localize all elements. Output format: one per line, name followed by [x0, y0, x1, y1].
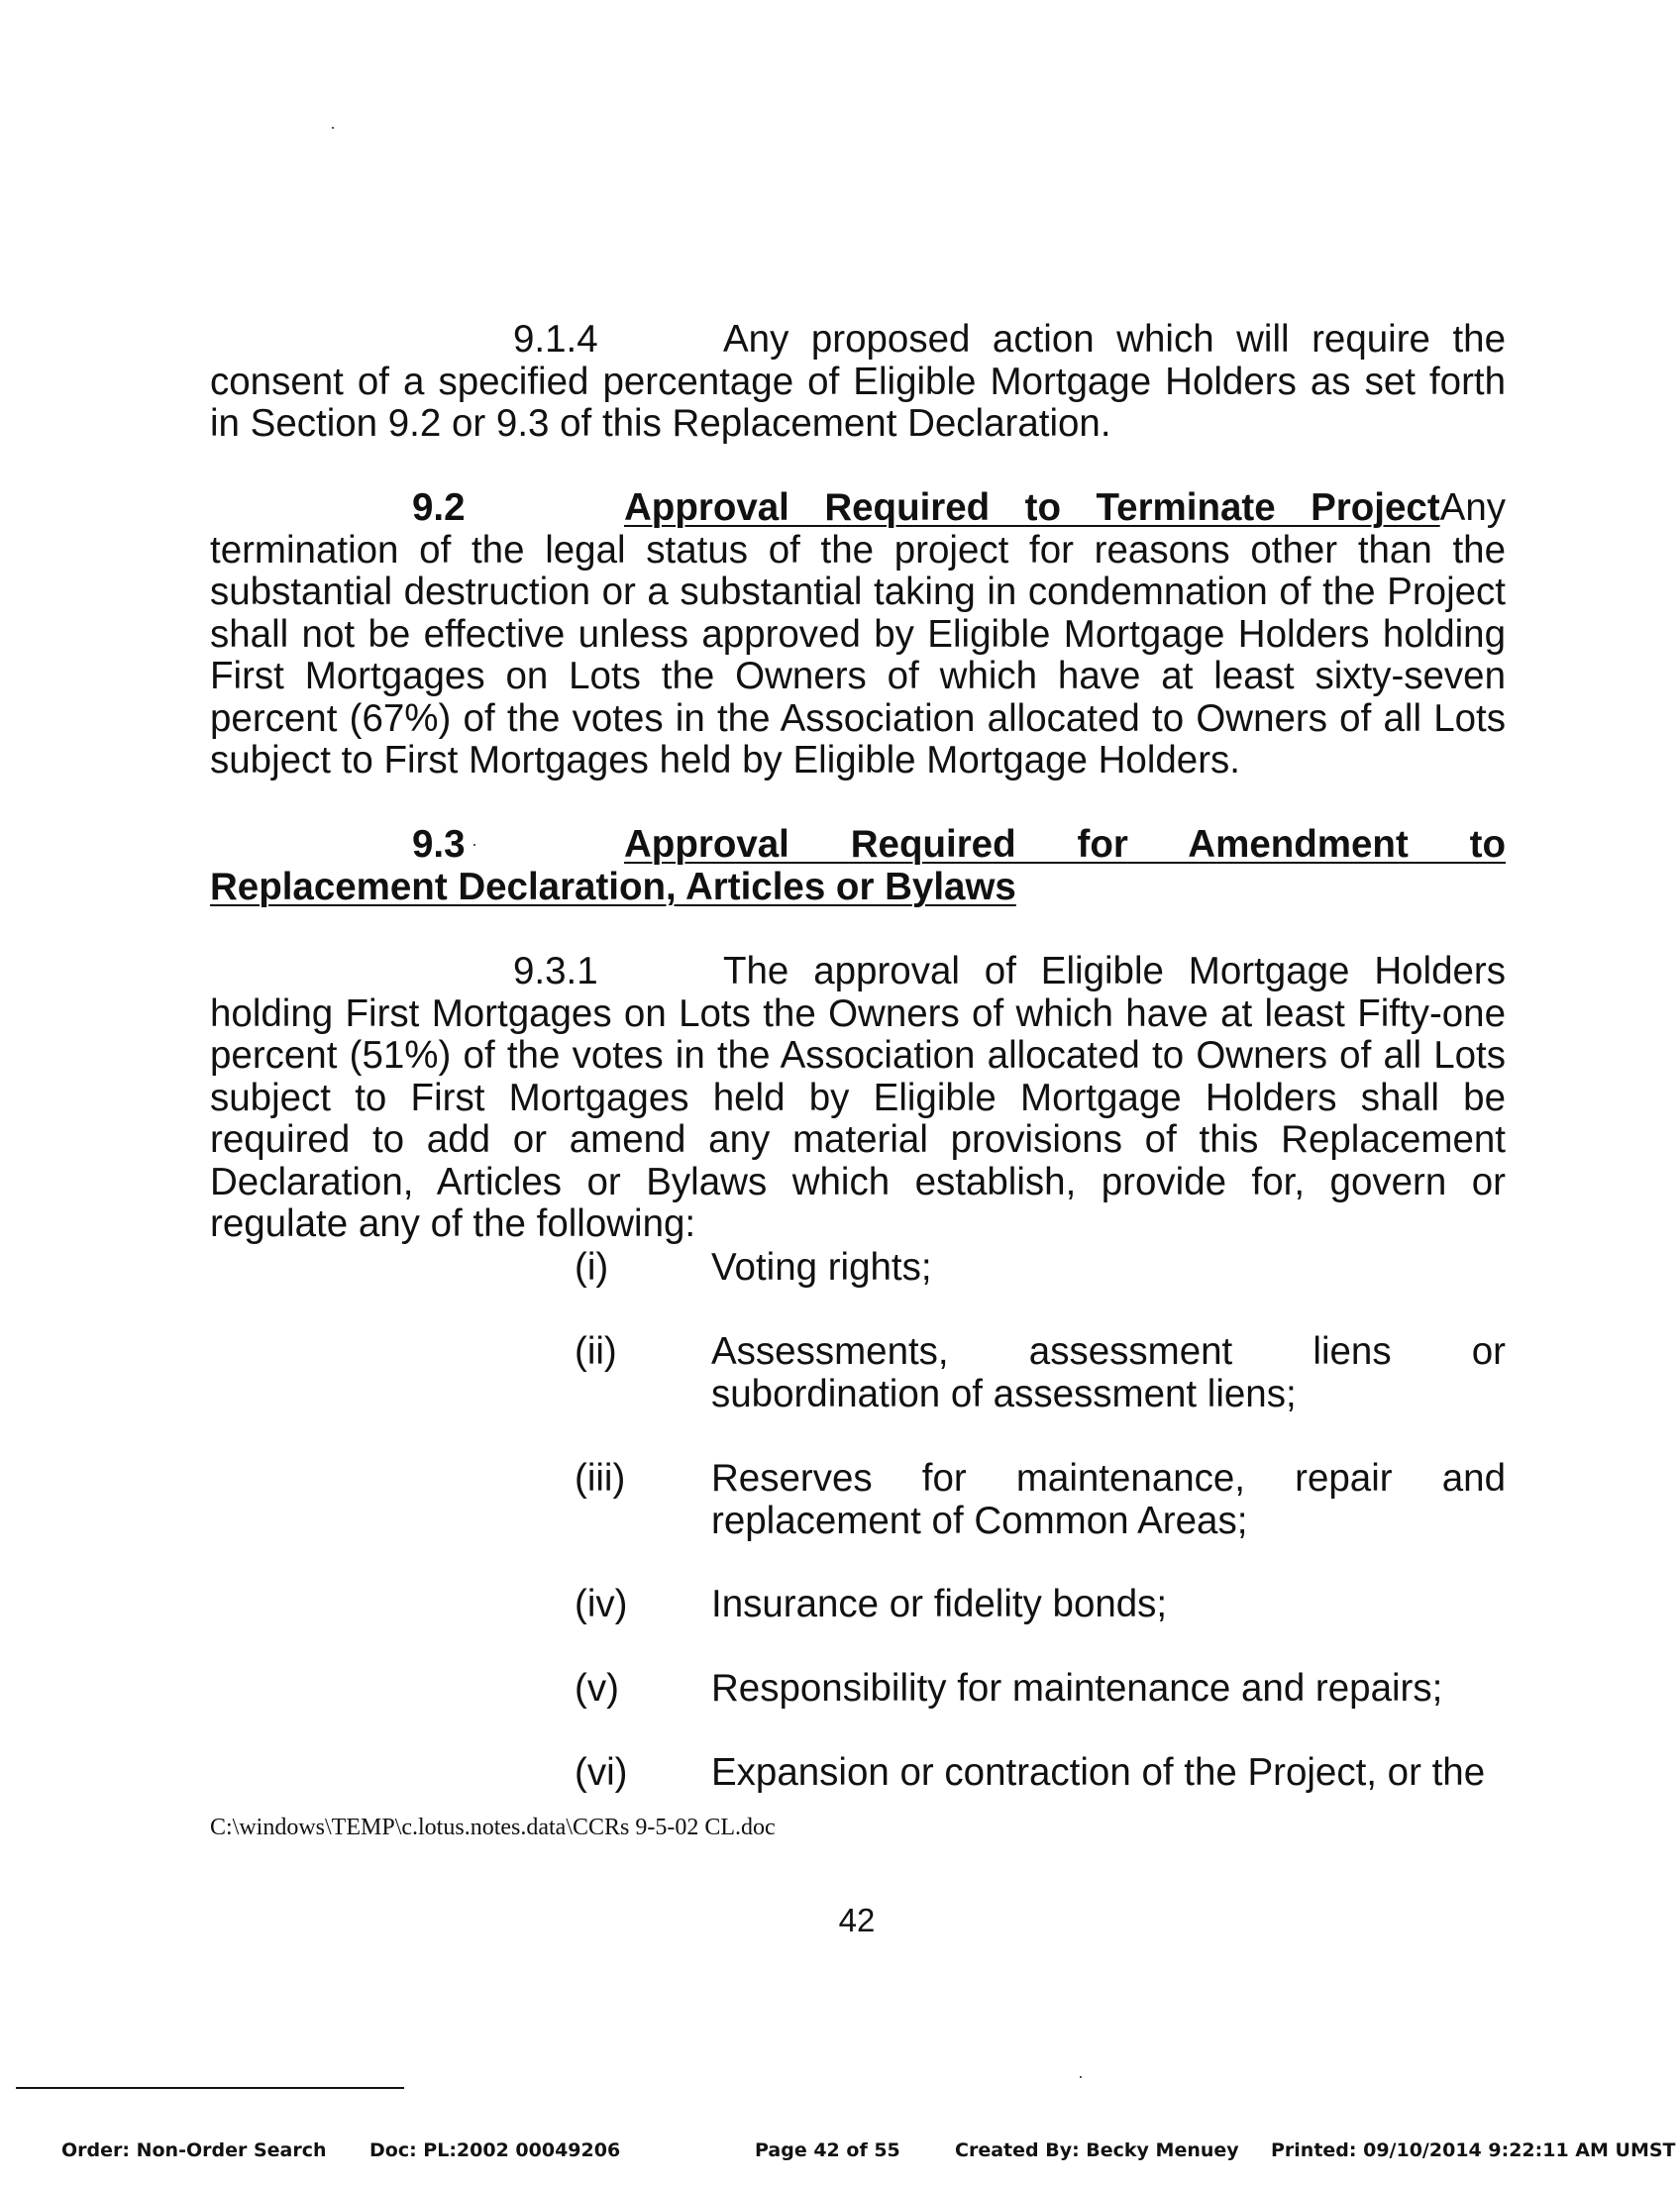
- list-item: [575, 1331, 1506, 1415]
- list-marker: (vi): [575, 1751, 628, 1794]
- section-number: 9.2: [412, 486, 466, 529]
- section-9-2: [210, 487, 1506, 782]
- list-marker: (iii): [575, 1457, 626, 1500]
- section-9-3-heading-line2: Replacement Declaration, Articles or Bylaws: [210, 865, 1016, 908]
- section-text: Any: [1439, 486, 1506, 529]
- scan-speck: [1080, 2076, 1082, 2078]
- scan-speck: [332, 127, 334, 129]
- section-heading: Approval Required for Amendment to: [624, 823, 1506, 866]
- section-9-3-1-first-line: [210, 951, 1506, 993]
- section-9-2-first-line: [210, 487, 1506, 530]
- footer-doc-number: Doc: PL:2002 00049206: [369, 2139, 621, 2161]
- section-9-1-4-body: consent of a specified percentage of Eligible Mortgage Holders as set forth in Section 9.2 or 9.3 of this Replacement Declaration.: [210, 360, 1506, 445]
- list-item-text-line2: replacement of Common Areas;: [711, 1499, 1248, 1542]
- section-9-3-1-last-line: regulate any of the following:: [210, 1202, 696, 1245]
- section-9-3: [210, 824, 1506, 908]
- section-9-2-body: termination of the legal status of the project for reasons other than the substantial destruction or a substantial taking in condemnation of the Project shall not be effective unless approved by Eligible Mortgage Holders holding First Mortgages on Lots the Owners of which have at least sixty-seven percent (67%) of the votes in the Association allocated to Owners of all Lots subject to First Mortgages held by Eligible Mortgage Holders.: [210, 528, 1506, 781]
- section-number: 9.3.1: [513, 950, 598, 992]
- page-number: 42: [838, 1902, 876, 1938]
- section-text: Any proposed action which will require the: [723, 318, 1506, 361]
- footer-created-by: Created By: Becky Menuey: [955, 2139, 1239, 2161]
- list-marker: (ii): [575, 1330, 617, 1373]
- footer-printed: Printed: 09/10/2014 9:22:11 AM UMST: [1271, 2139, 1676, 2161]
- section-9-3-1-body: holding First Mortgages on Lots the Owners of which have at least Fifty-one percent (51%) of the votes in the Association allocated to Owners of all Lots subject to First Mortgages held by Eligible Mortgage Holders shall be required to add or amend any material provisions of this Replacement Declaration, Articles or Bylaws which establish, provide for, govern or: [210, 991, 1506, 1203]
- list-item-text: Expansion or contraction of the Project, or the: [711, 1751, 1486, 1794]
- list-item-text: Responsibility for maintenance and repairs;: [711, 1667, 1443, 1710]
- section-9-3-heading-line1: [210, 824, 1506, 867]
- list-item-text: Voting rights;: [711, 1246, 932, 1289]
- footer-divider: [16, 2087, 404, 2089]
- section-9-1-4-first-line: [210, 319, 1506, 362]
- section-heading: Approval Required to Terminate Project: [624, 486, 1440, 529]
- list-item-text-line1: Reserves for maintenance, repair and: [711, 1457, 1506, 1500]
- section-9-3-1: [210, 951, 1506, 1246]
- list-item-text-line2: subordination of assessment liens;: [711, 1372, 1297, 1415]
- footer-bar: [0, 2139, 1680, 2169]
- section-number: 9.3: [412, 823, 466, 866]
- list-item-text-line1: Assessments, assessment liens or: [711, 1330, 1506, 1373]
- section-number: 9.1.4: [513, 318, 598, 361]
- section-9-1-4: [210, 319, 1506, 446]
- scan-speck: [473, 844, 475, 846]
- file-path: C:\windows\TEMP\c.lotus.notes.data\CCRs 9-5-02 CL.doc: [210, 1815, 776, 1840]
- section-text: The approval of Eligible Mortgage Holders: [723, 950, 1506, 992]
- list-marker: (iv): [575, 1583, 628, 1625]
- list-item: [575, 1458, 1506, 1542]
- footer-page-count: Page 42 of 55: [755, 2139, 900, 2161]
- footer-order: Order: Non-Order Search: [61, 2139, 327, 2161]
- list-item: [575, 1584, 1506, 1626]
- list-marker: (i): [575, 1246, 609, 1289]
- list-item: [575, 1752, 1506, 1795]
- list-item: [575, 1668, 1506, 1711]
- list-item: [575, 1247, 1506, 1290]
- list-marker: (v): [575, 1667, 619, 1710]
- list-item-text: Insurance or fidelity bonds;: [711, 1583, 1168, 1625]
